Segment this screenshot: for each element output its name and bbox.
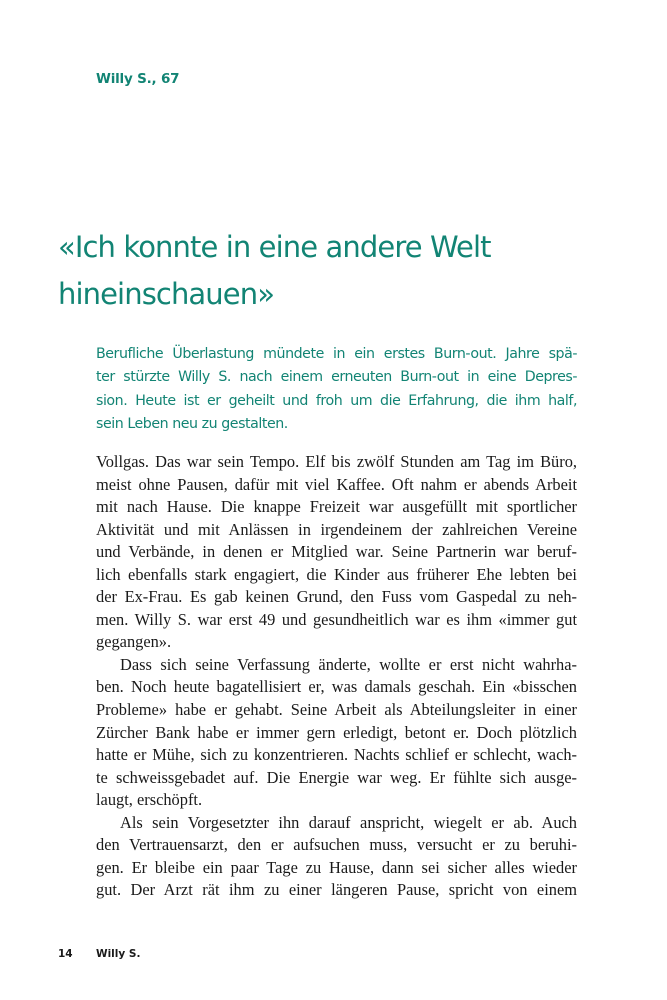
body-line: Als sein Vorgesetzter ihn darauf anspricht, wiegelt er ab. Auch	[120, 812, 577, 832]
body-line: meist ohne Pausen, dafür mit viel Kaffee. Oft nahm er abends Arbeit	[96, 474, 577, 494]
body-line: Zürcher Bank habe er immer gern erledigt, betont er. Doch plötzlich	[96, 722, 577, 742]
body-line: mit nach Hause. Die knappe Freizeit war ausgefüllt mit sportlicher	[96, 497, 577, 517]
chapter-title	[58, 224, 491, 318]
body-line: gut. Der Arzt rät ihm zu einer längeren Pause, spricht von einem	[96, 880, 577, 900]
body-line: Aktivität und mit Anlässen in irgendeinem der zahlreichen Vereine	[96, 519, 577, 539]
running-head: Willy S., 67	[96, 71, 180, 87]
body-line: und Verbände, in denen er Mitglied war. Seine Partnerin war beruf-	[96, 542, 577, 562]
title-line: «Ich konnte in eine andere Welt	[58, 230, 491, 264]
body-text	[96, 451, 577, 902]
body-line: ben. Noch heute bagatellisiert er, was damals geschah. Ein «bisschen	[96, 677, 577, 697]
running-foot: Willy S.	[96, 948, 141, 960]
body-line: Vollgas. Das war sein Tempo. Elf bis zwölf Stunden am Tag im Büro,	[96, 452, 577, 471]
body-line: gegangen».	[96, 632, 172, 652]
body-line: hatte er Mühe, sich zu konzentrieren. Nachts schlief er schlecht, wach-	[96, 745, 577, 765]
lead-line: sein Leben neu zu gestalten.	[96, 415, 288, 432]
lead-line: ter stürzte Willy S. nach einem erneuten Burn-out in eine Depres-	[96, 369, 577, 386]
body-line: gen. Er bleibe ein paar Tage zu Hause, dann sei sicher alles wieder	[96, 857, 577, 877]
lead-line: Berufliche Überlastung mündete in ein erstes Burn-out. Jahre spä-	[96, 346, 577, 362]
body-line: Dass sich seine Verfassung änderte, wollte er erst nicht wahrha-	[120, 654, 577, 674]
body-line: den Vertrauensarzt, den er aufsuchen muss, versucht er zu beruhi-	[96, 835, 577, 855]
lead-paragraph	[96, 343, 577, 436]
lead-line: sion. Heute ist er geheilt und froh um die Erfahrung, die ihm half,	[96, 392, 577, 409]
body-line: lich ebenfalls stark engagiert, die Kinder aus früherer Ehe lebten bei	[96, 564, 577, 584]
body-line: Probleme» habe er gehabt. Seine Arbeit als Abteilungsleiter in einer	[96, 700, 577, 720]
body-line: der Ex-Frau. Es gab keinen Grund, den Fuss vom Gaspedal zu neh-	[96, 587, 577, 607]
body-line: men. Willy S. war erst 49 und gesundheitlich war es ihm «immer gut	[96, 609, 577, 629]
page-number: 14	[58, 948, 73, 960]
title-line: hineinschauen»	[58, 277, 275, 311]
body-line: laugt, erschöpft.	[96, 790, 203, 810]
body-line: te schweissgebadet auf. Die Energie war weg. Er fühlte sich ausge-	[96, 767, 577, 787]
